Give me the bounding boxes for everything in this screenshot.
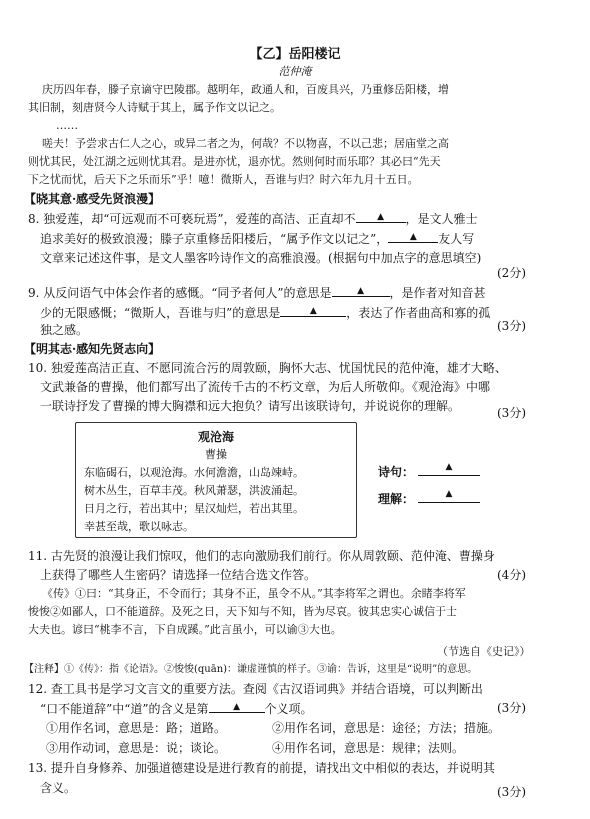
q9-text: 独之感。 xyxy=(40,323,89,337)
q9-text: ，是作者对知音甚 xyxy=(389,286,486,300)
blank-marker: ▲ xyxy=(445,489,453,499)
poem-line: 幸甚至哉，歌以咏志。 xyxy=(84,520,194,533)
poem-author: 曹操 xyxy=(205,448,227,461)
passage-line: 其旧制，刻唐贤今人诗赋于其上，属予作文以记之。 xyxy=(28,101,281,114)
score: (2分) xyxy=(497,266,526,280)
passage-author: 范仲淹 xyxy=(278,65,312,78)
question-8-line2 xyxy=(40,230,474,247)
q12-text: 个义项。 xyxy=(264,702,313,716)
source: （节选自《史记》） xyxy=(437,645,531,658)
answer-label: 诗句： xyxy=(378,465,415,479)
q11-text: 上获得了哪些人生密码？请选择一位结合选文作答。 xyxy=(40,568,317,582)
score: (4分) xyxy=(497,568,526,582)
blank-marker: ▲ xyxy=(233,702,241,712)
poem-line-answer xyxy=(378,463,480,480)
q12-text: 12. 查工具书是学习文言文的重要方法。查阅《古汉语词典》并结合语境，可以判断出 xyxy=(28,682,483,696)
passage-line: 则忧其民，处江湖之远则忧其君。是进亦忧，退亦忧。然则何时而乐耶？其必曰“先天 xyxy=(28,155,441,168)
section-heading: 【明其志·感知先贤志向】 xyxy=(24,342,161,356)
q13-text: 含义。 xyxy=(40,781,77,795)
poem-box xyxy=(75,422,357,538)
q10-text: 文武兼备的曹操，他们都写出了流传千古的不朽文章，为后人所敬仰。《观沧海》中哪 xyxy=(40,380,491,394)
passage-line: 《传》①曰：“其身正，不令而行；其身不正，虽令不从。”其李将军之谓也。余睹李将军 xyxy=(42,587,466,600)
blank-marker: ▲ xyxy=(309,306,317,316)
passage-line: 嗟夫！予尝求古仁人之心，或异二者之为，何哉？不以物喜，不以己悲；居庙堂之高 xyxy=(42,137,449,150)
answer-label: 理解： xyxy=(378,492,415,506)
passage-line: 大夫也。谚曰“桃李不言，下自成蹊。”此言虽小，可以谕③大也。 xyxy=(28,623,342,636)
answer-blank[interactable] xyxy=(418,490,480,503)
question-8 xyxy=(28,210,478,227)
passage-line: 悛悛②如鄙人，口不能道辞。及死之日，天下知与不知，皆为尽哀。彼其忠实心诚信于士 xyxy=(28,605,457,618)
q12-text: “口不能道辞”中“道”的含义是第 xyxy=(40,702,209,716)
question-12-line2 xyxy=(40,700,313,717)
poem-title: 观沧海 xyxy=(197,430,234,444)
understanding-answer xyxy=(378,490,480,507)
q10-text: 一联诗抒发了曹操的博大胸襟和远大抱负？请写出该联诗句，并说说你的理解。 xyxy=(40,399,461,413)
passage-line: 庆历四年春，滕子京谪守巴陵郡。越明年，政通人和，百废具兴，乃重修岳阳楼，增 xyxy=(42,83,449,96)
passage-line: 下之忧而忧，后天下之乐而乐”乎！噫！微斯人，吾谁与归？时六年九月十五日。 xyxy=(28,173,419,186)
passage-title: 【乙】岳阳楼记 xyxy=(249,47,341,62)
q10-text: 10. 独爱莲高洁正直、不愿同流合污的周敦颐，胸怀大志、忧国忧民的范仲淹，雄才大略、 xyxy=(28,361,507,375)
score: (3分) xyxy=(497,701,526,715)
answer-blank[interactable] xyxy=(280,304,346,317)
q13-text: 13. 提升自身修养、加强道德建设是进行教育的前提，请找出文中相似的表达，并说明其 xyxy=(28,761,495,775)
passage-line: …… xyxy=(56,119,78,132)
question-9-line2 xyxy=(40,304,490,321)
poem-line: 日月之行，若出其中；星汉灿烂，若出其里。 xyxy=(84,502,304,515)
blank-marker: ▲ xyxy=(377,212,385,222)
question-9 xyxy=(28,284,486,301)
option: ④用作名词，意思是：规律；法则。 xyxy=(272,741,465,755)
score: (3分) xyxy=(497,785,526,799)
option: ③用作动词，意思是：说；谈论。 xyxy=(46,741,227,755)
answer-blank[interactable] xyxy=(388,230,438,243)
poem-line: 东临碣石，以观沧海。水何澹澹，山岛竦峙。 xyxy=(84,466,304,479)
blank-marker: ▲ xyxy=(357,286,365,296)
section-heading: 【晓其意·感受先贤浪漫】 xyxy=(24,192,161,206)
option: ①用作名词，意思是：路；道路。 xyxy=(46,721,227,735)
blank-marker: ▲ xyxy=(445,462,453,472)
q9-text: ，表达了作者曲高和寡的孤 xyxy=(346,306,491,320)
q11-text: 11. 古先贤的浪漫让我们惊叹，他们的志向激励我们前行。你从周敦颐、范仲淹、曹操身 xyxy=(28,549,495,563)
blank-marker: ▲ xyxy=(409,232,417,242)
q8-text: 追求美好的极致浪漫；滕子京重修岳阳楼后，“属予作文以记之”， xyxy=(40,232,389,246)
q9-text: 9. 从反问语气中体会作者的感慨。“同予者何人”的意思是 xyxy=(28,286,332,300)
answer-blank[interactable] xyxy=(356,210,406,223)
q8-text: ，是文人雅士 xyxy=(405,212,478,226)
option: ②用作名词，意思是：途径；方法；措施。 xyxy=(272,721,501,735)
q8-text: 文章来记述这件事，是文人墨客吟诗作文的高雅浪漫。(根据句中加点字的意思填空) xyxy=(40,251,482,265)
q9-text: 少的无限感慨；“微斯人，吾谁与归”的意思是 xyxy=(40,306,281,320)
score: (3分) xyxy=(497,319,526,333)
answer-blank[interactable] xyxy=(209,700,265,713)
answer-blank[interactable] xyxy=(332,284,390,297)
q8-text: 友人写 xyxy=(438,232,475,246)
score: (3分) xyxy=(497,406,526,420)
answer-blank[interactable] xyxy=(418,463,480,476)
notes: 【注释】①《传》：指《论语》。②悛悛(quān)：谦虚谨慎的样子。③谕：告诉，这里是“说明”的意思。 xyxy=(24,664,478,675)
poem-line: 树木丛生，百草丰茂。秋风萧瑟，洪波涌起。 xyxy=(84,484,304,497)
q8-text: 8. 独爱莲，却“可远观而不可亵玩焉”，爱莲的高洁、正直却不 xyxy=(28,212,356,226)
